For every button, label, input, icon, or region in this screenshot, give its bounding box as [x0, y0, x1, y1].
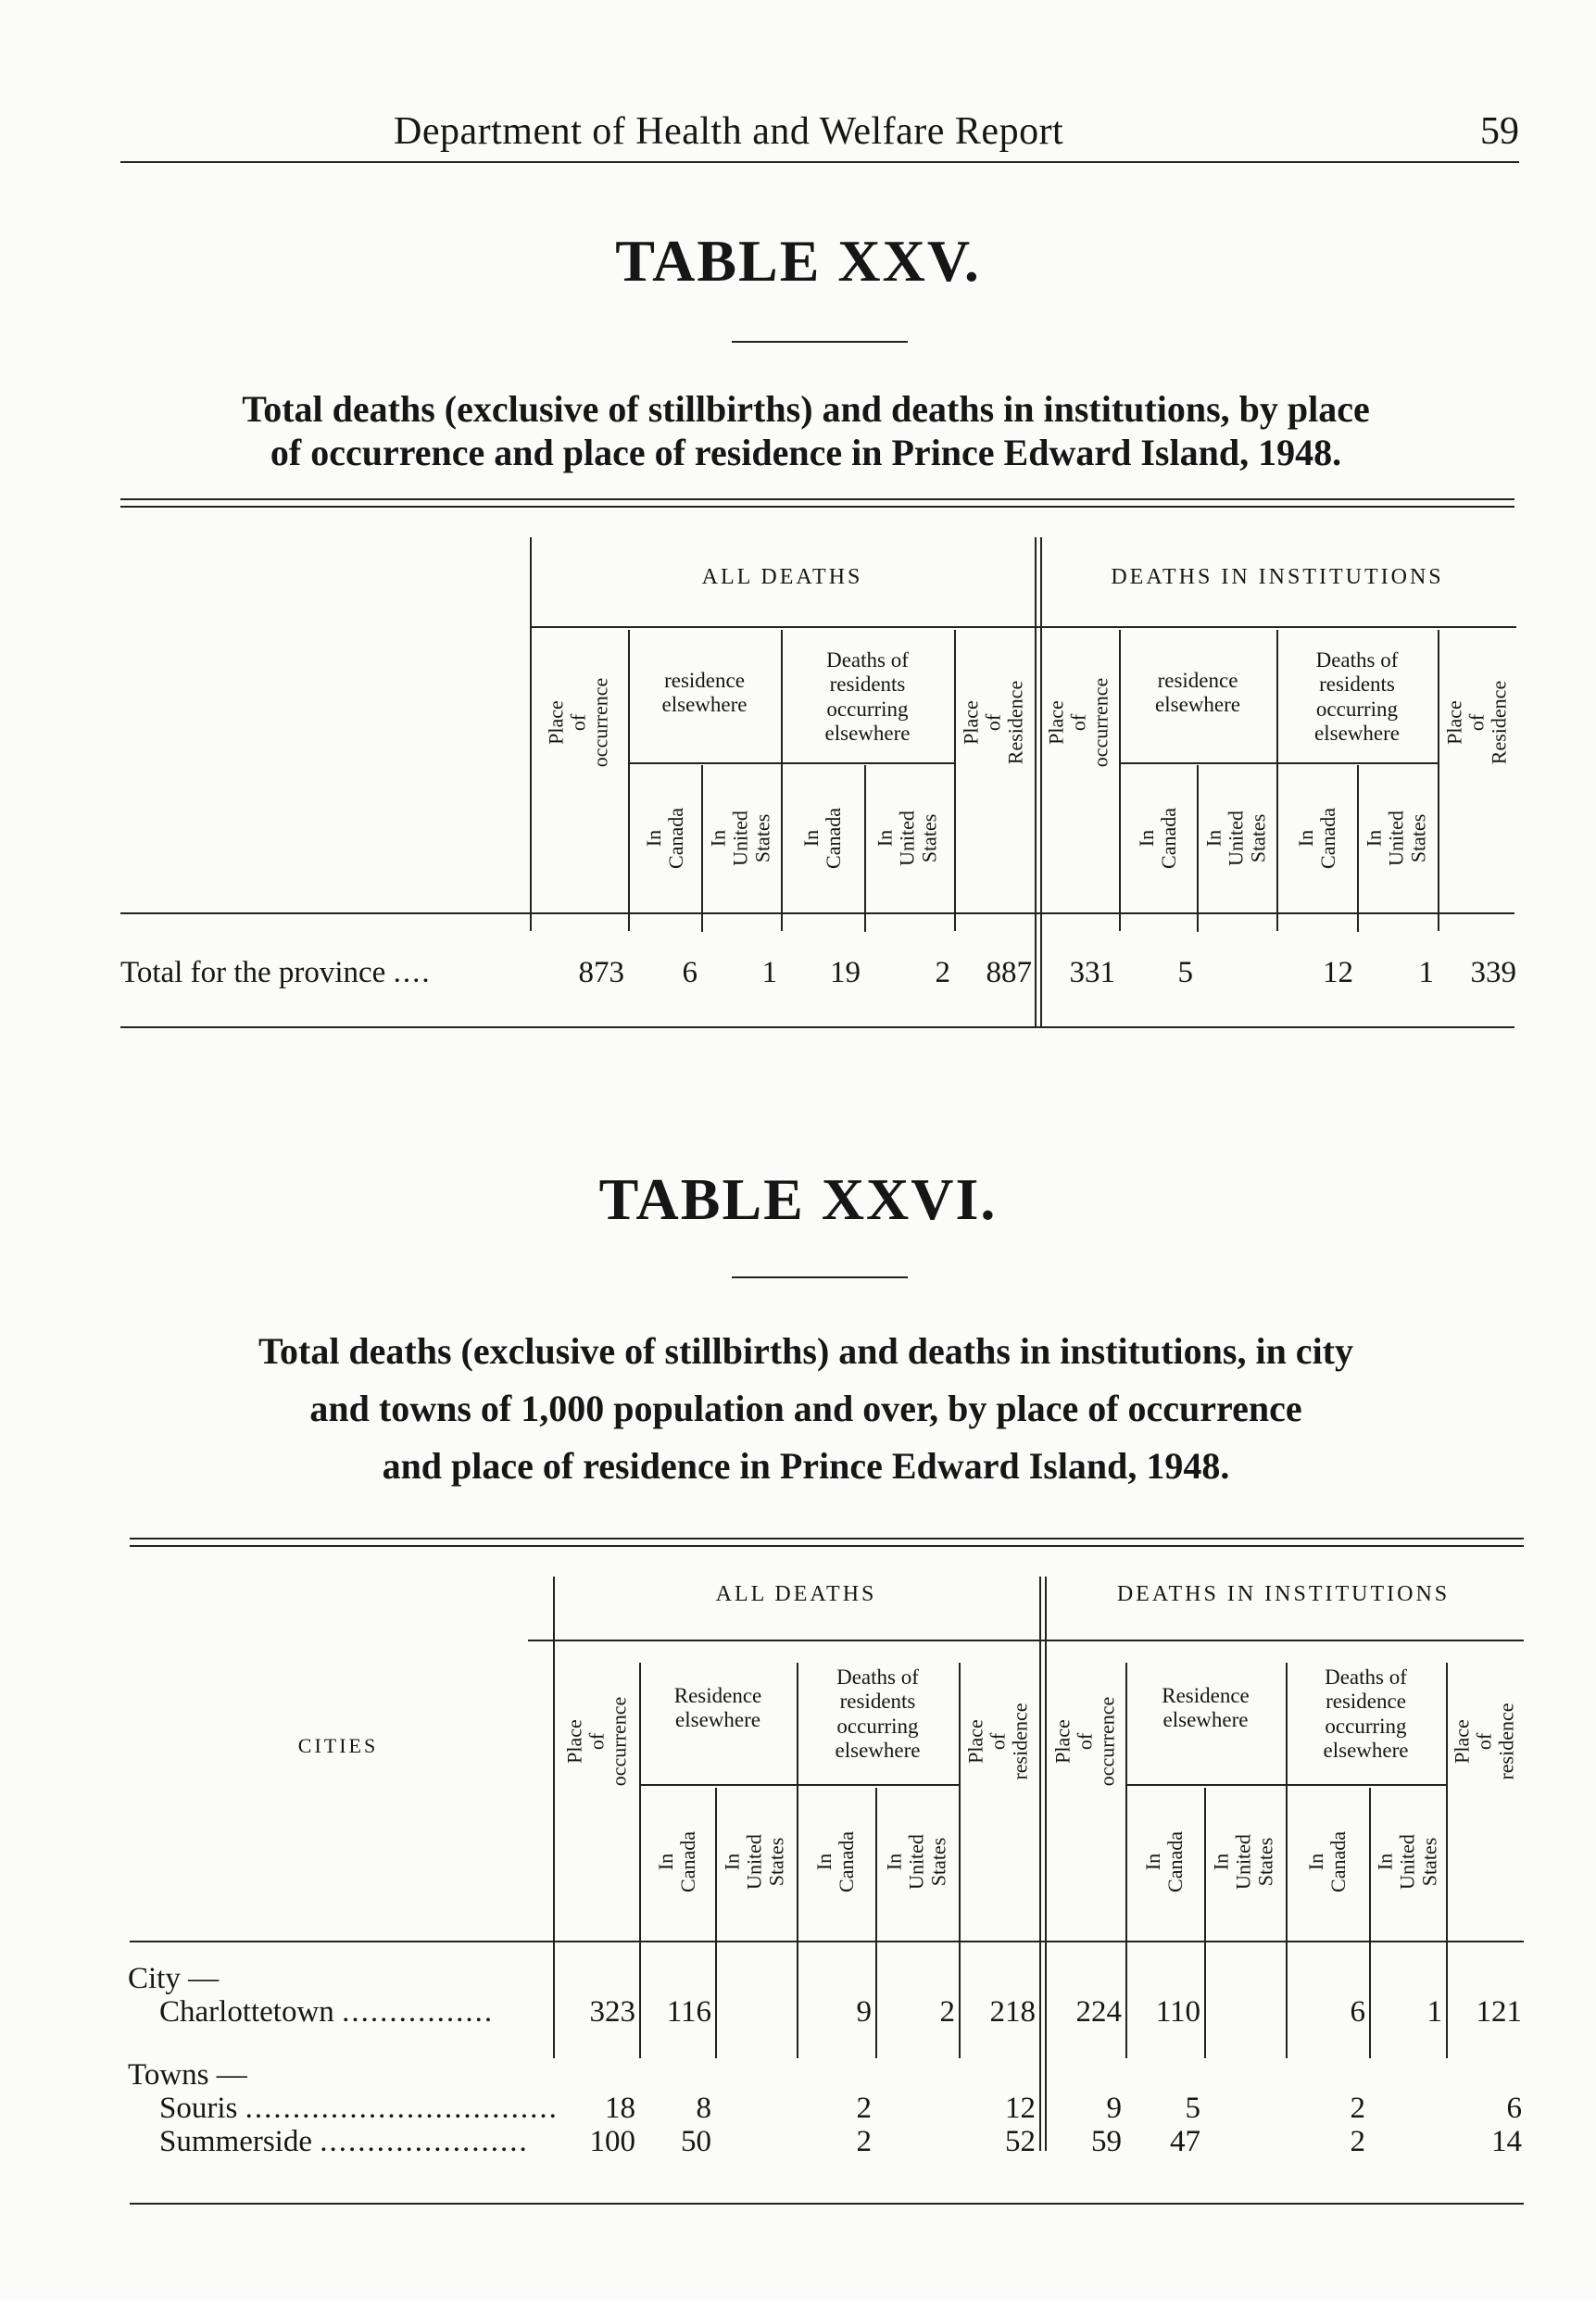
col-label: United	[895, 811, 919, 866]
cell-inst-residence: 339	[1470, 956, 1516, 989]
group-divider	[1035, 537, 1042, 1026]
col-label: In	[720, 1853, 744, 1871]
row-label-text: Total for the province	[120, 956, 386, 989]
col-label: United	[1384, 811, 1408, 866]
row-label-text: Charlottetown	[159, 1995, 334, 2029]
cell-all-res-us: 1	[761, 956, 777, 989]
col-label: elsewhere	[1323, 1739, 1409, 1763]
leader-dots: ................	[342, 1995, 495, 2029]
cell-inst-res-canada: 5	[1177, 956, 1193, 989]
col-label: residence	[1326, 1690, 1406, 1714]
col-deaths-elsewhere	[1276, 648, 1438, 747]
cell-inst-residence: 14	[1491, 2125, 1522, 2158]
col-label: In	[641, 829, 665, 848]
table-bottom-rule	[130, 2203, 1524, 2205]
cell-all-residence: 218	[989, 1995, 1036, 2029]
cell-all-else-canada: 9	[856, 1995, 872, 2029]
cell-all-else-canada: 2	[856, 2125, 872, 2158]
row-label	[159, 2125, 529, 2159]
col-label: elsewhere	[835, 1739, 921, 1763]
col-label: Place	[1050, 1719, 1074, 1764]
col-in-united-states	[1375, 1834, 1442, 1890]
col-in-canada	[655, 1831, 699, 1892]
report-title: Department of Health and Welfare Report	[394, 110, 1064, 153]
header-rule	[639, 1784, 797, 1786]
row-label	[159, 2092, 559, 2126]
col-label: elsewhere	[824, 722, 911, 746]
col-label: In	[1201, 829, 1225, 848]
col-label: Place	[959, 700, 983, 745]
table-26	[0, 1482, 1596, 2223]
group-divider	[1039, 1577, 1047, 2151]
col-residence-elsewhere	[1125, 1684, 1286, 1733]
col-label: occurrence	[1089, 677, 1113, 768]
col-label: United	[742, 1834, 766, 1890]
col-label: Canada	[1326, 1831, 1350, 1892]
col-place-of-occurrence	[1046, 678, 1113, 767]
col-in-canada	[1142, 1831, 1187, 1892]
cell-all-residence: 887	[986, 956, 1032, 989]
col-label: Place	[1442, 700, 1466, 745]
col-label: States	[1247, 813, 1271, 863]
page-number: 59	[1480, 110, 1519, 153]
col-label: elsewhere	[675, 1708, 760, 1732]
cell-all-res-canada: 6	[682, 956, 697, 989]
col-in-canada	[1305, 1831, 1350, 1892]
col-label: residence	[1495, 1703, 1519, 1780]
col-label: States	[751, 813, 775, 863]
col-label: In	[873, 829, 897, 848]
group-all-deaths: ALL DEATHS	[715, 1582, 877, 1606]
col-label: residence	[1009, 1703, 1033, 1780]
col-label: occurring	[826, 697, 909, 721]
cell-inst-else-canada: 2	[1350, 2125, 1365, 2158]
col-label: residence	[664, 669, 745, 692]
header-rule	[797, 1784, 959, 1786]
col-in-united-states	[708, 811, 775, 866]
col-in-united-states	[1211, 1834, 1278, 1890]
col-label: In	[1362, 829, 1386, 848]
col-label: Canada	[1163, 1831, 1187, 1892]
column-divider	[864, 765, 866, 932]
col-label: residents	[1319, 672, 1395, 697]
header-rule	[1119, 762, 1276, 764]
col-residence-elsewhere	[639, 1684, 797, 1733]
col-label: Place	[544, 700, 568, 745]
caption-line: Total deaths (exclusive of stillbirths) and deaths in institutions, in city	[258, 1330, 1353, 1372]
stub-divider	[553, 1577, 555, 2058]
table-25	[0, 0, 1596, 1065]
col-label: of	[1066, 713, 1090, 732]
col-label: In	[811, 1853, 836, 1871]
col-label: States	[1407, 813, 1431, 863]
col-label: United	[1395, 1834, 1419, 1890]
cell-all-occurrence: 323	[589, 1995, 635, 2029]
col-label: In	[1303, 1853, 1327, 1871]
col-label: Place	[1450, 1719, 1474, 1764]
col-label: occurring	[836, 1714, 919, 1738]
row-label	[120, 956, 432, 990]
col-label: residents	[839, 1690, 916, 1714]
col-label: Place	[1044, 700, 1068, 745]
table-25-title: TABLE XXV.	[615, 228, 981, 294]
cell-inst-res-canada: 5	[1185, 2092, 1200, 2125]
col-place-of-residence	[1451, 1703, 1519, 1779]
col-label: elsewhere	[661, 693, 748, 717]
table-top-rule	[130, 1538, 1524, 1547]
col-label: United	[728, 811, 752, 866]
col-in-canada	[1295, 808, 1339, 869]
col-label: elsewhere	[1314, 722, 1400, 746]
col-label: Residence	[1488, 680, 1512, 765]
column-divider	[1204, 1788, 1206, 2058]
cell-inst-else-us: 1	[1418, 956, 1434, 989]
header-rule	[528, 1640, 1524, 1641]
cell-inst-occurrence: 9	[1106, 2092, 1122, 2125]
col-label: occurring	[1325, 1714, 1407, 1738]
col-label: elsewhere	[1162, 1708, 1249, 1732]
col-label: In	[706, 829, 730, 848]
group-deaths-in-institutions: DEATHS IN INSTITUTIONS	[1111, 565, 1444, 589]
cell-all-occurrence: 873	[578, 956, 624, 989]
col-label: Deaths of	[836, 1665, 919, 1689]
column-divider	[715, 1788, 717, 2058]
col-label: In	[653, 1853, 677, 1871]
col-residence-elsewhere	[628, 669, 781, 718]
col-label: States	[1254, 1837, 1278, 1887]
col-label: residents	[829, 672, 906, 697]
col-label: occurring	[1315, 697, 1399, 721]
col-label: Deaths of	[1315, 648, 1399, 672]
col-residence-elsewhere	[1119, 669, 1276, 718]
col-deaths-elsewhere	[797, 1665, 959, 1764]
cell-all-else-us: 2	[935, 956, 950, 989]
row-label-text: Souris	[159, 2092, 238, 2125]
col-label: Place	[562, 1719, 586, 1764]
col-label: United	[904, 1834, 928, 1890]
col-label: occurrence	[1096, 1696, 1120, 1787]
column-divider	[1197, 765, 1199, 932]
cell-all-else-canada: 2	[856, 2092, 872, 2125]
col-label: States	[918, 813, 942, 863]
header-bottom-rule	[130, 1941, 1524, 1942]
col-label: States	[1418, 1837, 1442, 1887]
col-deaths-elsewhere	[781, 648, 954, 747]
column-divider	[954, 630, 956, 931]
col-in-canada	[1136, 808, 1180, 869]
cell-all-occurrence: 18	[605, 2092, 635, 2125]
col-in-united-states	[722, 1834, 789, 1890]
table-26-title: TABLE XXVI.	[598, 1166, 998, 1232]
col-label: occurrence	[589, 677, 613, 768]
cell-inst-residence: 121	[1476, 1995, 1522, 2029]
col-label: In	[1140, 1853, 1164, 1871]
cell-inst-else-canada: 12	[1323, 956, 1353, 989]
col-label: In	[882, 1853, 906, 1871]
col-in-united-states	[1203, 811, 1271, 866]
col-label: Residence	[1004, 680, 1028, 765]
cell-all-res-canada: 8	[696, 2092, 711, 2125]
cell-inst-else-us: 1	[1426, 1995, 1442, 2029]
col-label: Deaths of	[1325, 1665, 1407, 1689]
cell-inst-occurrence: 224	[1075, 1995, 1122, 2029]
col-label: Place	[963, 1719, 987, 1764]
title-rule	[732, 1276, 908, 1278]
col-label: In	[1293, 829, 1317, 848]
header-rule	[1125, 1784, 1286, 1786]
col-label: Residence	[673, 1684, 762, 1707]
col-place-of-occurrence	[1052, 1697, 1120, 1786]
caption-line: Total deaths (exclusive of stillbirths) and deaths in institutions, by place	[242, 388, 1370, 430]
col-label: States	[927, 1837, 951, 1887]
cell-inst-occurrence: 331	[1069, 956, 1115, 989]
column-divider	[701, 765, 703, 932]
col-label: Canada	[822, 808, 845, 869]
col-place-of-occurrence	[564, 1697, 632, 1786]
col-in-canada	[643, 808, 687, 869]
group-deaths-in-institutions: DEATHS IN INSTITUTIONS	[1116, 1582, 1451, 1606]
leader-dots: ......................	[320, 2125, 529, 2158]
col-in-united-states	[1364, 811, 1431, 866]
col-label: United	[1224, 811, 1248, 866]
col-label: of	[1073, 1732, 1097, 1751]
col-label: of	[986, 1732, 1010, 1751]
towns-heading: Towns —	[128, 2058, 247, 2092]
col-place-of-occurrence	[546, 678, 613, 767]
cell-all-res-canada: 116	[666, 1995, 711, 2029]
cell-inst-res-canada: 110	[1155, 1995, 1200, 2029]
col-label: of	[1472, 1732, 1496, 1751]
caption-line: of occurrence and place of residence in Prince Edward Island, 1948.	[270, 432, 1342, 474]
table-top-rule	[120, 498, 1514, 508]
cell-all-else-us: 2	[939, 1995, 955, 2029]
cell-all-else-canada: 19	[830, 956, 861, 989]
header-rule	[628, 762, 781, 764]
col-label: Canada	[1316, 808, 1339, 869]
caption-line: and towns of 1,000 population and over, by place of occurrence	[309, 1388, 1302, 1429]
col-label: occurrence	[608, 1696, 632, 1787]
city-heading: City —	[128, 1962, 220, 1995]
cell-inst-else-canada: 2	[1350, 2092, 1365, 2125]
cell-all-residence: 12	[1005, 2092, 1036, 2125]
col-label: In	[1134, 829, 1158, 848]
cell-inst-else-canada: 6	[1350, 1995, 1365, 2029]
col-label: of	[566, 713, 590, 732]
col-label: of	[1464, 713, 1489, 732]
col-label: elsewhere	[1155, 693, 1240, 717]
leader-dots: .................................	[245, 2092, 559, 2125]
row-label-text: Summerside	[159, 2125, 312, 2158]
cell-inst-residence: 6	[1506, 2092, 1522, 2125]
col-deaths-elsewhere	[1286, 1665, 1446, 1764]
col-label: In	[798, 829, 823, 848]
col-label: Deaths of	[826, 648, 909, 672]
col-label: States	[765, 1837, 789, 1887]
cell-all-residence: 52	[1005, 2125, 1036, 2158]
header-bottom-rule	[120, 912, 1514, 914]
col-in-united-states	[884, 1834, 951, 1890]
col-label: United	[1231, 1834, 1255, 1890]
leader-dots: ....	[393, 956, 432, 989]
col-in-united-states	[874, 811, 942, 866]
col-place-of-residence	[965, 1703, 1033, 1779]
cell-all-res-canada: 50	[681, 2125, 711, 2158]
col-label: of	[584, 1732, 609, 1751]
column-divider	[1357, 765, 1359, 932]
caption-line: and place of residence in Prince Edward Island, 1948.	[382, 1445, 1230, 1487]
group-all-deaths: ALL DEATHS	[701, 565, 863, 589]
col-label: Canada	[664, 808, 687, 869]
col-label: Residence	[1162, 1684, 1250, 1707]
col-place-of-residence	[1444, 681, 1512, 764]
stub-header: CITIES	[297, 1734, 379, 1757]
header-rule	[1286, 1784, 1446, 1786]
cell-all-occurrence: 100	[589, 2125, 635, 2158]
cell-inst-occurrence: 59	[1091, 2125, 1122, 2158]
table-bottom-rule	[120, 1026, 1514, 1028]
header-rule	[530, 626, 1516, 628]
col-in-canada	[800, 808, 845, 869]
col-place-of-residence	[961, 681, 1028, 764]
col-in-canada	[813, 1831, 858, 1892]
col-label: Canada	[835, 1831, 858, 1892]
header-rule	[1276, 762, 1438, 764]
col-label: Canada	[676, 1831, 699, 1892]
stub-divider	[530, 537, 532, 931]
header-rule	[781, 762, 954, 764]
cell-inst-res-canada: 47	[1170, 2125, 1200, 2158]
col-label: Canada	[1157, 808, 1180, 869]
col-label: In	[1373, 1853, 1397, 1871]
col-label: residence	[1157, 669, 1238, 692]
col-label: In	[1209, 1853, 1233, 1871]
table-26-caption	[102, 1323, 1510, 1495]
column-divider	[1438, 630, 1439, 931]
col-label: of	[981, 713, 1005, 732]
row-label	[159, 1995, 494, 2030]
